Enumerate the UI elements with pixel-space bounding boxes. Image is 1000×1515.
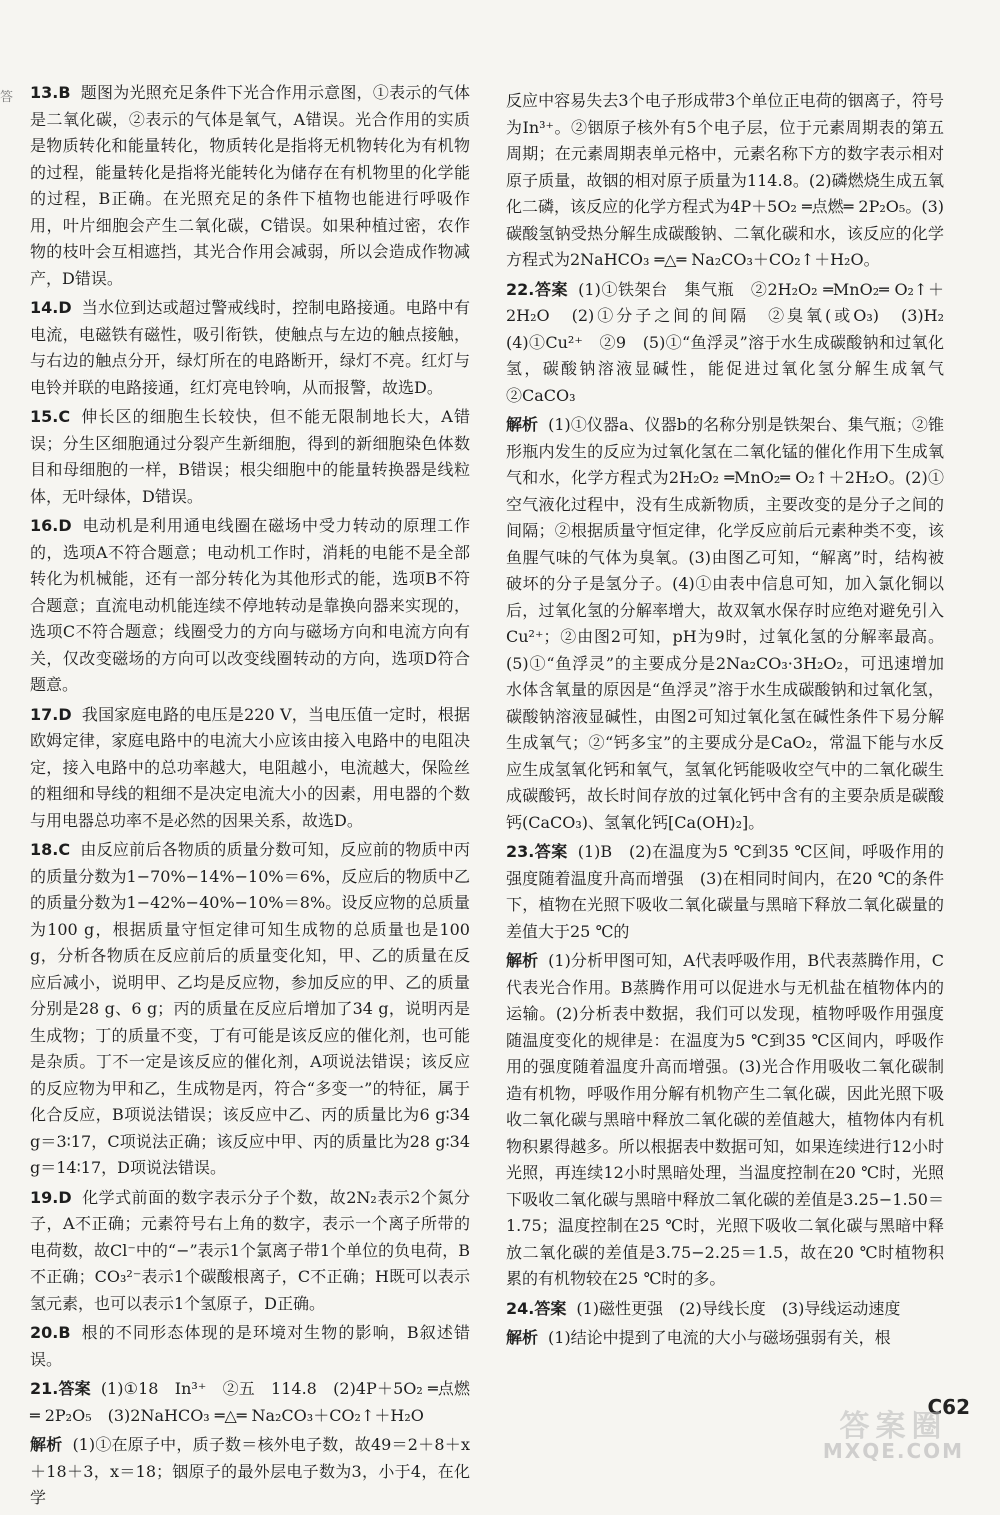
answer-item bbox=[30, 1320, 470, 1373]
analysis-text: (1)结论中提到了电流的大小与磁场强弱有关，根 bbox=[548, 1328, 891, 1347]
item-number: 22.答案 bbox=[506, 279, 569, 299]
answer-item bbox=[30, 1376, 470, 1429]
watermark-logo bbox=[801, 1401, 986, 1463]
analysis-item bbox=[30, 1432, 470, 1512]
item-text: 由反应前后各物质的质量分数可知，反应前的物质中丙的质量分数为1−70%−14%−10%＝6%，反应后的物质中乙的质量分数为1−42%−40%−10%＝8%。设反应物的总质量为100 g，根据质量守恒定律可知生成物的总质量也是100 g，分析各物质在反应前后的质量变化知，甲、乙的质量在反应后减小，说明甲、乙均是反应物，参加反应的甲、乙的质量分别是28 g、6 g；丙的质量在反应后增加了34 g，说明丙是生成物；丁的质量不变，丁有可能是该反应的催化剂，也可能是杂质。丁不一定是该反应的催化剂，A项说法错误；该反应的反应物为甲和乙，生成物是丙，符合“多变一”的特征，属于化合反应，B项说法错误；该反应中乙、丙的质量比为6 g∶34 g＝3∶17，C项说法正确；该反应中甲、丙的质量比为28 g∶34 g＝14∶17，D项说法错误。 bbox=[30, 840, 470, 1177]
answer-item bbox=[30, 837, 470, 1182]
item-text: 题图为光照充足条件下光合作用示意图，①表示的气体是二氧化碳，②表示的气体是氧气，A错误。光合作用的实质是物质转化和能量转化，物质转化是指将无机物转化为有机物的过程，能量转化是指将光能转化为储存在有机物里的化学能的过程，B正确。在光照充足的条件下植物也能进行呼吸作用，叶片细胞会产生二氧化碳，C错误。如果种植过密，农作物的枝叶会互相遮挡，其光合作用会减弱，所以会造成作物减产，D错误。 bbox=[30, 83, 470, 288]
analysis-label: 解析 bbox=[506, 1328, 539, 1347]
item-number: 21.答案 bbox=[30, 1379, 91, 1398]
item-text: 伸长区的细胞生长较快，但不能无限制地长大，A错误；分生区细胞通过分裂产生新细胞，得到的新细胞染色体数目和母细胞的一样，B错误；根尖细胞中的能量转换器是线粒体，无叶绿体，D错误。 bbox=[30, 407, 470, 506]
analysis-label: 解析 bbox=[506, 951, 539, 970]
answer-item bbox=[30, 295, 470, 401]
item-text: 反应中容易失去3个电子形成带3个单位正电荷的铟离子，符号为In³⁺。②铟原子核外有5个电子层，位于元素周期表的第五周期；在元素周期表单元格中，元素名称下方的数字表示相对原子质量，故铟的相对原子质量为114.8。(2)磷燃烧生成五氧化二磷，该反应的化学方程式为4P＋5O₂ ═点燃═ 2P₂O₅。(3)碳酸氢钠受热分解生成碳酸钠、二氧化碳和水，该反应的化学方程式为2NaHCO₃ ═△═ Na₂CO₃＋CO₂↑＋H₂O。 bbox=[506, 91, 944, 269]
answer-item bbox=[30, 80, 470, 292]
analysis-label: 解析 bbox=[30, 1435, 63, 1454]
item-number: 17.D bbox=[30, 704, 72, 724]
page-number: C62 bbox=[927, 1395, 970, 1419]
analysis-text: (1)分析甲图可知，A代表呼吸作用，B代表蒸腾作用，C代表光合作用。B蒸腾作用可以促进水与无机盐在植物体内的运输。(2)分析表中数据，我们可以发现，植物呼吸作用强度随温度变化的规律是：在温度为5 ℃到35 ℃区间内，呼吸作用的强度随着温度升高而增强。(3)光合作用吸收二氧化碳制造有机物，呼吸作用分解有机物产生二氧化碳，因此光照下吸收二氧化碳与黑暗中释放二氧化碳的差值越大，植物体内有机物积累得越多。所以根据表中数据可知，如果连续进行12小时光照，再连续12小时黑暗处理，当温度控制在20 ℃时，光照下吸收二氧化碳与黑暗中释放二氧化碳的差值是3.25−1.50＝1.75；温度控制在25 ℃时，光照下吸收二氧化碳与黑暗中释放二氧化碳的差值是3.75−2.25＝1.5，故在20 ℃时植物积累的有机物较在25 ℃时的多。 bbox=[506, 951, 944, 1288]
item-text: 当水位到达或超过警戒线时，控制电路接通。电路中有电流，电磁铁有磁性，吸引衔铁，使触点与左边的触点接触，与右边的触点分开，绿灯所在的电路断开，绿灯不亮。红灯与电铃并联的电路接通，红灯亮电铃响，从而报警，故选D。 bbox=[30, 298, 470, 397]
answer-item bbox=[30, 702, 470, 835]
item-text: 我国家庭电路的电压是220 V，当电压值一定时，根据欧姆定律，家庭电路中的电流大小应该由接入电路中的电阻决定，接入电路中的总功率越大，电阻越小，电流越大，保险丝的粗细和导线的粗细不是决定电流大小的因素，用电器的个数与用电器总功率不是必然的因果关系，故选D。 bbox=[30, 704, 470, 830]
answer-item bbox=[506, 277, 961, 410]
answer-item bbox=[506, 1296, 944, 1323]
item-number: 18.C bbox=[30, 840, 71, 859]
answer-item bbox=[30, 513, 470, 699]
item-number: 24.答案 bbox=[506, 1298, 567, 1318]
analysis-text: (1)①在原子中，质子数＝核外电子数，故49＝2＋8＋x＋18＋3，x＝18；铟原子的最外层电子数为3，小于4，在化学 bbox=[30, 1435, 470, 1507]
item-text: (1)磁性更强 (2)导线长度 (3)导线运动速度 bbox=[576, 1298, 901, 1318]
item-number: 13.B bbox=[30, 83, 71, 102]
continued-text bbox=[506, 88, 944, 274]
item-text: 化学式前面的数字表示分子个数，故2N₂表示2个氮分子，A不正确；元素符号右上角的数字，表示一个离子所带的电荷数，故Cl⁻中的“−”表示1个氯离子带1个单位的负电荷，B不正确；CO₃²⁻表示1个碳酸根离子，C不正确；H既可以表示氢元素，也可以表示1个氢原子，D正确。 bbox=[30, 1187, 470, 1313]
item-number: 15.C bbox=[30, 407, 71, 426]
analysis-item bbox=[506, 1325, 944, 1352]
analysis-item bbox=[506, 412, 944, 836]
item-text: (1)①18 In³⁺ ②五 114.8 (2)4P＋5O₂ ═点燃═ 2P₂O₅ (3)2NaHCO₃ ═△═ Na₂CO₃＋CO₂↑＋H₂O bbox=[30, 1379, 470, 1425]
item-text: (1)B (2)在温度为5 ℃到35 ℃区间，呼吸作用的强度随着温度升高而增强 (3)在相同时间内，在20 ℃的条件下，植物在光照下吸收二氧化碳量与黑暗下释放二氧化碳量的差值大于25 ℃的 bbox=[506, 842, 944, 941]
answer-item bbox=[30, 1185, 470, 1318]
item-text: (1)①铁架台 集气瓶 ②2H₂O₂ ═MnO₂═ O₂↑＋2H₂O (2)①分子之间的间隔 ②臭氧(或O₃) (3)H₂ (4)①Cu²⁺ ②9 (5)①“鱼浮灵”溶于水生成碳酸钠和过氧化氢，碳酸钠溶液显碱性，能促进过氧化氢分解生成氧气 ②CaCO₃ bbox=[506, 279, 961, 405]
item-number: 14.D bbox=[30, 298, 72, 317]
item-text: 根的不同形态体现的是环境对生物的影响，B叙述错误。 bbox=[30, 1323, 470, 1369]
analysis-label: 解析 bbox=[506, 415, 539, 434]
item-number: 19.D bbox=[30, 1187, 72, 1207]
item-number: 23.答案 bbox=[506, 842, 568, 861]
item-number: 16.D bbox=[30, 516, 72, 535]
answer-item bbox=[30, 404, 470, 510]
answer-item bbox=[506, 839, 944, 945]
right-column bbox=[506, 88, 961, 1355]
watermark-url: MXQE.COM bbox=[822, 1439, 965, 1463]
item-number: 20.B bbox=[30, 1323, 71, 1342]
left-column bbox=[30, 80, 470, 1515]
watermark-title: 答案圈 bbox=[839, 1409, 948, 1444]
item-text: 电动机是利用通电线圈在磁场中受力转动的原理工作的，选项A不符合题意；电动机工作时，消耗的电能不是全部转化为机械能，还有一部分转化为其他形式的能，选项B不符合题意；直流电动机能连续不停地转动是靠换向器来实现的，选项C不符合题意；线圈受力的方向与磁场方向和电流方向有关，仅改变磁场的方向可以改变线圈转动的方向，选项D符合题意。 bbox=[30, 516, 470, 694]
edge-mark: 答 bbox=[0, 90, 14, 105]
analysis-text: (1)①仪器a、仪器b的名称分别是铁架台、集气瓶；②锥形瓶内发生的反应为过氧化氢在二氧化锰的催化作用下生成氧气和水，化学方程式为2H₂O₂ ═MnO₂═ O₂↑＋2H₂O。(2)①空气液化过程中，没有生成新物质，主要改变的是分子之间的间隔；②根据质量守恒定律，化学反应前后元素种类不变，该鱼腥气味的气体为臭氧。(3)由图乙可知，“解离”时，结构被破坏的分子是氢分子。(4)①由表中信息可知，加入氯化铜以后，过氧化氢的分解率增大，故双氧水保存时应绝对避免引入Cu²⁺；②由图2可知，pH为9时，过氧化氢的分解率最高。(5)①“鱼浮灵”的主要成分是2Na₂CO₃·3H₂O₂，可迅速增加水体含氧量的原因是“鱼浮灵”溶于水生成碳酸钠和过氧化氢，碳酸钠溶液显碱性，由图2可知过氧化氢在碱性条件下易分解生成氧气；②“钙多宝”的主要成分是CaO₂，常温下能与水反应生成氢氧化钙和氧气，氢氧化钙能吸收空气中的二氧化碳生成碳酸钙，故长时间存放的过氧化钙中含有的主要杂质是碳酸钙(CaCO₃)、氢氧化钙[Ca(OH)₂]。 bbox=[506, 415, 944, 832]
analysis-item bbox=[506, 948, 944, 1293]
